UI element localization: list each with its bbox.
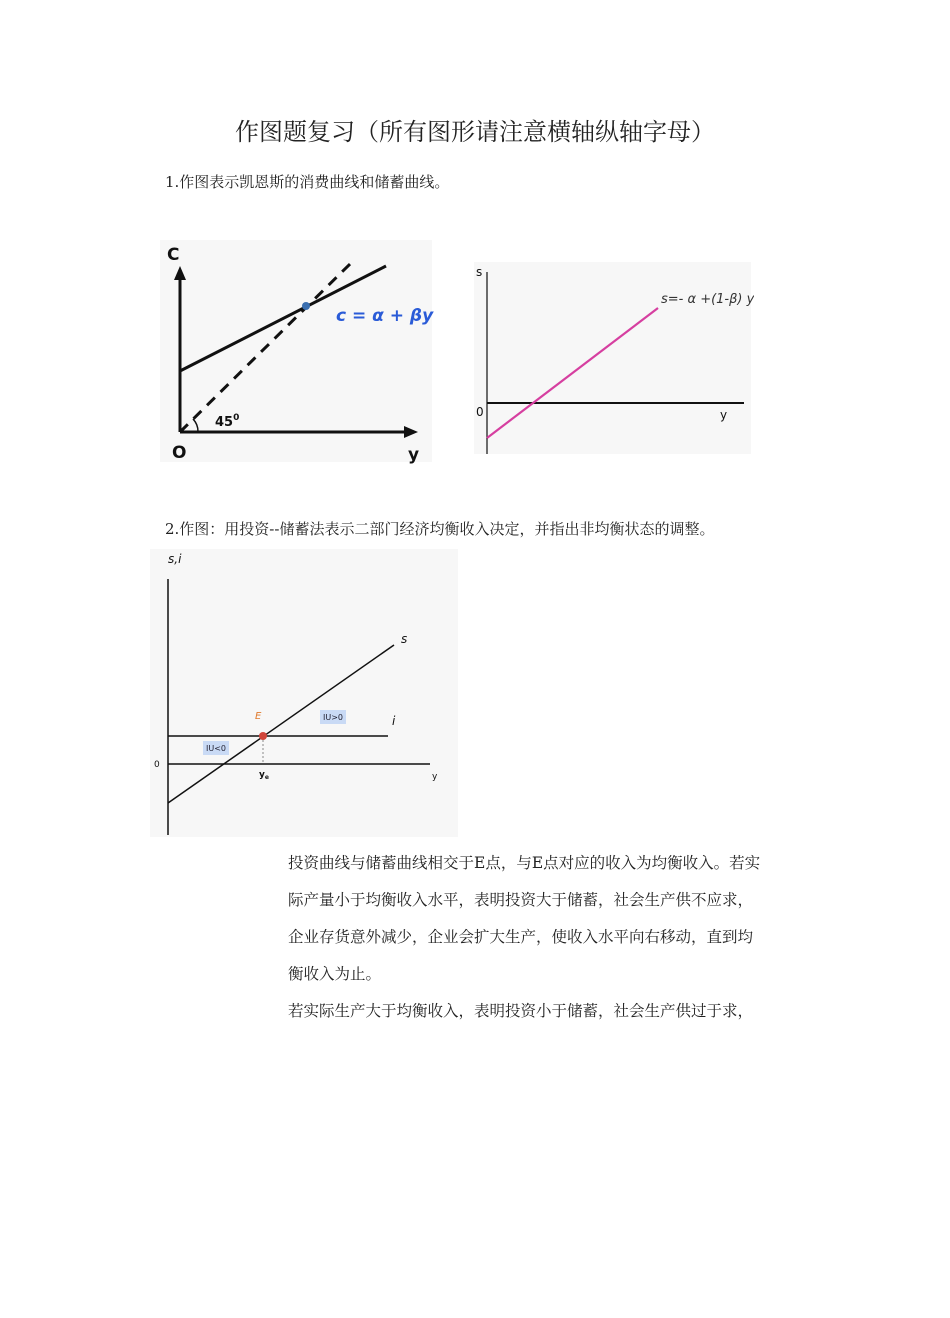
- question-1: 1.作图表示凯恩斯的消费曲线和储蓄曲线。: [165, 173, 450, 191]
- answer-paragraph: [288, 845, 818, 1030]
- y-axis-label: s: [476, 265, 483, 279]
- answer-line: 衡收入为止。: [288, 965, 382, 983]
- equilibrium-label: E: [255, 711, 262, 722]
- y-axis-label: s,i: [168, 552, 182, 566]
- y-axis-label: C: [167, 245, 180, 265]
- equilibrium-point: [259, 732, 267, 740]
- ye-label: y: [259, 770, 265, 780]
- iu-positive-label: IU>0: [322, 713, 344, 722]
- x-axis-label: y: [408, 445, 420, 465]
- page-title: 作图题复习（所有图形请注意横轴纵轴字母）: [235, 118, 715, 146]
- x-axis-label: y: [720, 408, 728, 422]
- saving-curve-figure: [474, 262, 754, 457]
- angle-label: 45: [215, 415, 234, 430]
- angle-sup: 0: [233, 413, 240, 423]
- ye-subscript: e: [264, 774, 269, 781]
- question-2: 2.作图：用投资--储蓄法表示二部门经济均衡收入决定，并指出非均衡状态的调整。: [165, 520, 715, 538]
- answer-line: 若实际生产大于均衡收入，表明投资小于储蓄，社会生产供过于求，: [288, 1002, 754, 1020]
- answer-line: 企业存货意外减少，企业会扩大生产，使收入水平向右移动，直到均: [288, 928, 754, 946]
- answer-line: 投资曲线与储蓄曲线相交于E点，与E点对应的收入为均衡收入。若实: [288, 854, 761, 872]
- intersection-point: [302, 302, 310, 310]
- consumption-equation: c = α + βy: [336, 306, 434, 326]
- origin-label: 0: [154, 760, 160, 770]
- origin-label: 0: [476, 405, 484, 419]
- answer-line: 际产量小于均衡收入水平，表明投资大于储蓄，社会生产供不应求，: [288, 891, 754, 909]
- s-curve-label: s: [401, 632, 408, 646]
- iu-negative-label: IU<0: [205, 744, 227, 753]
- investment-saving-figure: [150, 549, 460, 839]
- consumption-curve-figure: [160, 240, 435, 465]
- origin-label: O: [172, 443, 187, 463]
- x-axis-label: y: [432, 772, 438, 782]
- i-curve-label: i: [392, 714, 396, 728]
- saving-equation: s=- α +(1-β) y: [661, 292, 754, 307]
